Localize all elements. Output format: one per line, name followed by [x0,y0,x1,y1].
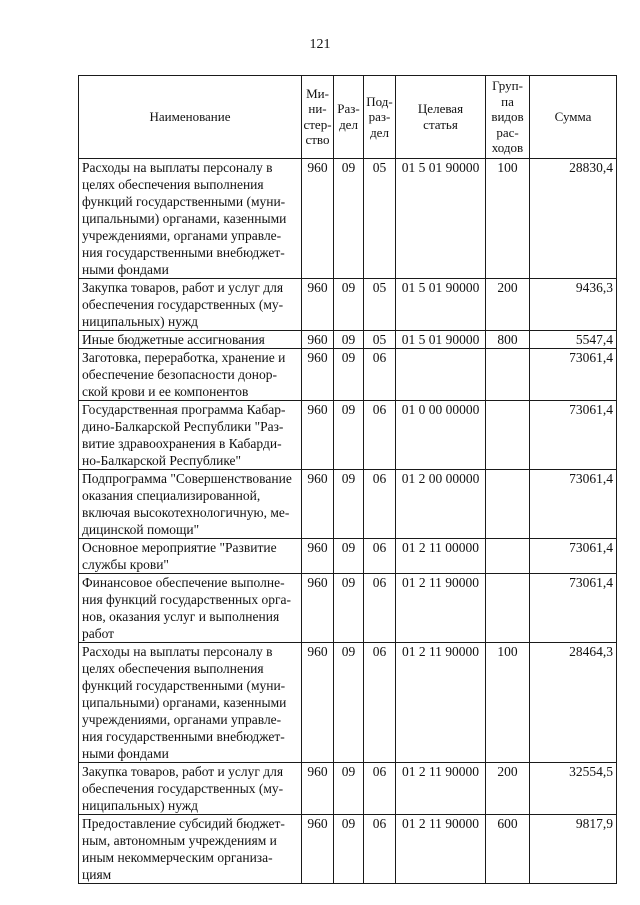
row-name-cell [79,573,302,642]
row-name-cell [79,158,302,278]
table-row [79,400,617,469]
row-name-line: Закупка товаров, работ и услуг для [82,763,284,779]
row-name-line: ния государственными внебюджет- [82,728,285,744]
subsection-cell: 05 [364,278,396,330]
table-row [79,348,617,400]
subsection-cell: 05 [364,330,396,348]
subsection-cell: 06 [364,814,396,883]
target-article-cell: 01 2 11 90000 [396,573,486,642]
expense-group-cell: 600 [486,814,530,883]
section-cell: 09 [334,278,364,330]
subsection-cell: 06 [364,538,396,573]
row-name-cell [79,642,302,762]
row-name-cell [79,348,302,400]
row-name-line: оказания специализированной, [82,487,261,503]
row-name-line: функций государственными (муни- [82,677,286,693]
header-target-article: Целевая статья [396,76,486,159]
row-name-line: ными фондами [82,261,169,277]
row-name-cell [79,538,302,573]
row-name-line: Подпрограмма "Совершенствование [82,470,292,486]
header-ministry: Ми- ни- стер- ство [302,76,334,159]
row-name-cell [79,330,302,348]
header-expense-group: Груп- па видов рас- ходов [486,76,530,159]
sum-cell: 5547,4 [530,330,617,348]
row-name-line: циям [82,866,112,882]
sum-cell: 9436,3 [530,278,617,330]
row-name-line: функций государственными (муни- [82,193,286,209]
row-name-line: работ [82,625,115,641]
header-name: Наименование [79,76,302,159]
table-row [79,469,617,538]
ministry-cell: 960 [302,762,334,814]
sum-cell: 73061,4 [530,538,617,573]
row-name-line: ниципальных) нужд [82,313,199,329]
row-name-line: ципальными) органами, казенными [82,694,287,710]
sum-cell: 73061,4 [530,348,617,400]
expense-group-cell [486,469,530,538]
row-name-line: нов, оказания услуг и выполнения [82,608,280,624]
table-row [79,330,617,348]
target-article-cell: 01 2 11 90000 [396,814,486,883]
section-cell: 09 [334,642,364,762]
row-name-line: ния функций государственных орга- [82,591,291,607]
row-name-line: обеспечения государственных (му- [82,296,284,312]
row-name-line: учреждениями, органами управле- [82,711,282,727]
row-name-line: иным некоммерческим организа- [82,849,273,865]
expense-group-cell: 800 [486,330,530,348]
row-name-line: ния государственными внебюджет- [82,244,285,260]
section-cell: 09 [334,469,364,538]
row-name-cell [79,469,302,538]
ministry-cell: 960 [302,330,334,348]
row-name-line: Заготовка, переработка, хранение и [82,349,286,365]
section-cell: 09 [334,538,364,573]
row-name-line: ниципальных) нужд [82,797,199,813]
ministry-cell: 960 [302,348,334,400]
section-cell: 09 [334,573,364,642]
sum-cell: 73061,4 [530,400,617,469]
row-name-line: включая высокотехнологичную, ме- [82,504,290,520]
subsection-cell: 06 [364,400,396,469]
expense-group-cell [486,573,530,642]
target-article-cell: 01 2 00 00000 [396,469,486,538]
row-name-line: Расходы на выплаты персоналу в [82,643,273,659]
sum-cell: 28464,3 [530,642,617,762]
target-article-cell: 01 0 00 00000 [396,400,486,469]
table-row [79,814,617,883]
row-name-line: ципальными) органами, казенными [82,210,287,226]
row-name-line: Основное мероприятие "Развитие [82,539,277,555]
row-name-line: дино-Балкарской Республики "Раз- [82,418,284,434]
table-row [79,158,617,278]
ministry-cell: 960 [302,278,334,330]
row-name-cell [79,762,302,814]
ministry-cell: 960 [302,469,334,538]
budget-table [78,75,617,884]
row-name-line: Государственная программа Кабар- [82,401,286,417]
target-article-cell: 01 2 11 90000 [396,642,486,762]
target-article-cell: 01 2 11 90000 [396,762,486,814]
table-header-row [79,76,617,159]
subsection-cell: 06 [364,348,396,400]
sum-cell: 73061,4 [530,469,617,538]
target-article-cell: 01 5 01 90000 [396,158,486,278]
target-article-cell: 01 5 01 90000 [396,330,486,348]
row-name-line: Финансовое обеспечение выполне- [82,574,285,590]
section-cell: 09 [334,348,364,400]
section-cell: 09 [334,400,364,469]
table-row [79,762,617,814]
row-name-line: дицинской помощи" [82,521,200,537]
row-name-cell [79,814,302,883]
row-name-line: ным, автономным учреждениям и [82,832,277,848]
sum-cell: 28830,4 [530,158,617,278]
row-name-line: ными фондами [82,745,169,761]
ministry-cell: 960 [302,538,334,573]
ministry-cell: 960 [302,642,334,762]
row-name-line: витие здравоохранения в Кабарди- [82,435,282,451]
row-name-line: целях обеспечения выполнения [82,176,264,192]
header-sum: Сумма [530,76,617,159]
expense-group-cell [486,400,530,469]
table-row [79,278,617,330]
row-name-line: службы крови" [82,556,169,572]
subsection-cell: 06 [364,573,396,642]
row-name-line: но-Балкарской Республике" [82,452,242,468]
header-section: Раз- дел [334,76,364,159]
section-cell: 09 [334,158,364,278]
expense-group-cell: 100 [486,158,530,278]
page-number: 121 [309,37,331,52]
row-name-line: ской крови и ее компонентов [82,383,249,399]
row-name-line: обеспечение безопасности донор- [82,366,277,382]
ministry-cell: 960 [302,400,334,469]
section-cell: 09 [334,330,364,348]
sum-cell: 73061,4 [530,573,617,642]
row-name-cell [79,400,302,469]
ministry-cell: 960 [302,573,334,642]
table-row [79,642,617,762]
row-name-line: целях обеспечения выполнения [82,660,264,676]
subsection-cell: 06 [364,642,396,762]
row-name-line: Расходы на выплаты персоналу в [82,159,273,175]
row-name-line: обеспечения государственных (му- [82,780,284,796]
row-name-cell [79,278,302,330]
expense-group-cell: 200 [486,278,530,330]
target-article-cell: 01 5 01 90000 [396,278,486,330]
target-article-cell [396,348,486,400]
subsection-cell: 06 [364,762,396,814]
table-body [79,158,617,883]
target-article-cell: 01 2 11 00000 [396,538,486,573]
ministry-cell: 960 [302,158,334,278]
table-row [79,538,617,573]
subsection-cell: 06 [364,469,396,538]
sum-cell: 32554,5 [530,762,617,814]
expense-group-cell [486,348,530,400]
header-subsection: Под- раз- дел [364,76,396,159]
section-cell: 09 [334,814,364,883]
row-name-line: Предоставление субсидий бюджет- [82,815,285,831]
ministry-cell: 960 [302,814,334,883]
expense-group-cell: 200 [486,762,530,814]
expense-group-cell: 100 [486,642,530,762]
row-name-line: Иные бюджетные ассигнования [82,331,265,347]
subsection-cell: 05 [364,158,396,278]
section-cell: 09 [334,762,364,814]
row-name-line: учреждениями, органами управле- [82,227,282,243]
expense-group-cell [486,538,530,573]
table-row [79,573,617,642]
row-name-line: Закупка товаров, работ и услуг для [82,279,284,295]
sum-cell: 9817,9 [530,814,617,883]
